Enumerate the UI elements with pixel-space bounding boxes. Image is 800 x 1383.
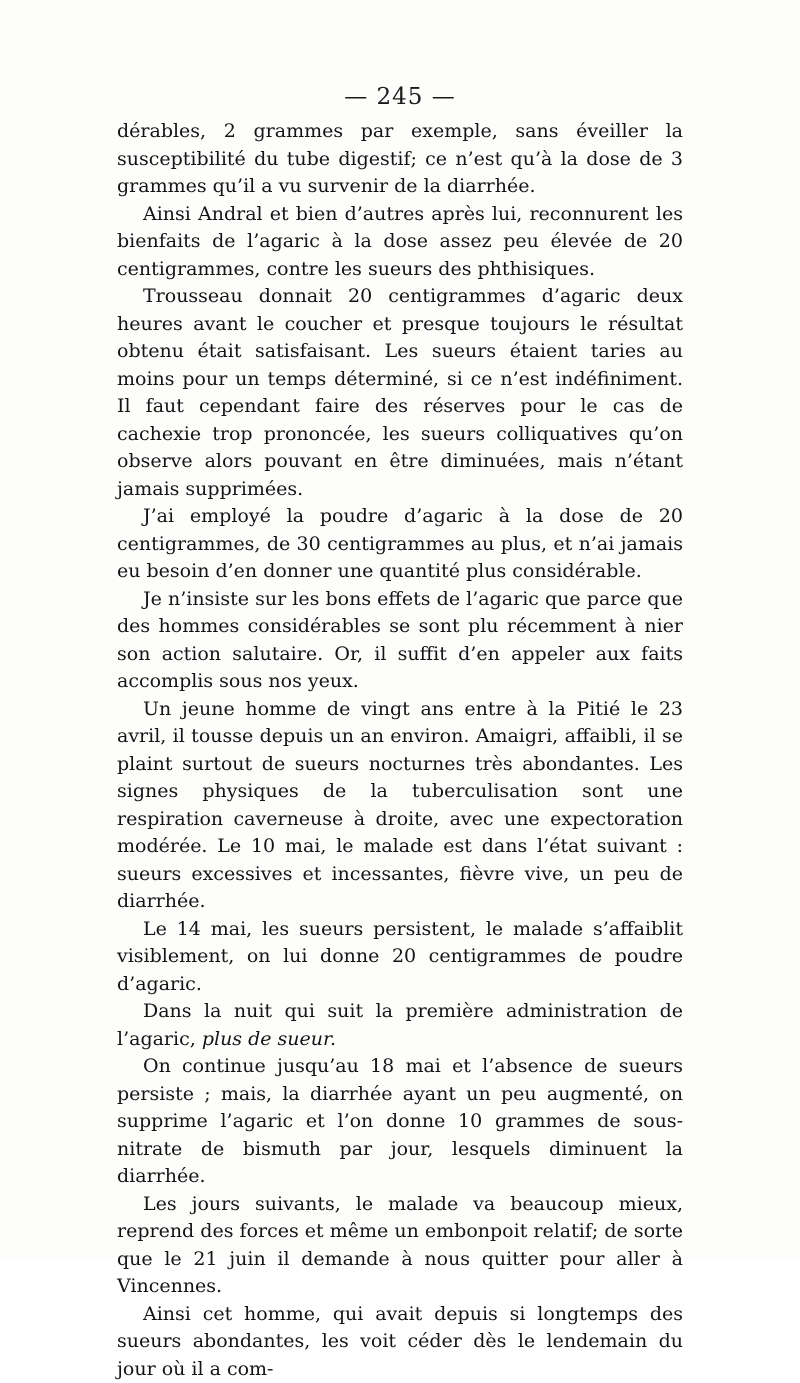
paragraph-may-18: On continue jusqu’au 18 mai et l’absence de sueurs persiste ; mais, la diarrhée ayant un peu augmenté, on supprime l’agaric et l’on donne 10 grammes de sous-nitrate de bismuth par jour, lesquels diminuent la diarrhée. bbox=[117, 1053, 683, 1191]
paragraph-andral: Ainsi Andral et bien d’autres après lui, reconnurent les bienfaits de l’agaric à la dose assez peu élevée de 20 centigrammes, contre les sueurs des phthisiques. bbox=[117, 201, 683, 284]
paragraph-following-days: Les jours suivants, le malade va beaucoup mieux, reprend des forces et même un embonpoit relatif; de sorte que le 21 juin il demande à nous quitter pour aller à Vincennes. bbox=[117, 1191, 683, 1301]
paragraph-trousseau: Trousseau donnait 20 centigrammes d’agaric deux heures avant le coucher et presque toujours le résultat obtenu était satisfaisant. Les sueurs étaient taries au moins pour un temps déterminé, si ce n’est indéfiniment. Il faut cependant faire des réserves pour le cas de cachexie trop prononcée, les sueurs colliquatives qu’on observe alors pouvant en être diminuées, mais n’étant jamais supprimées. bbox=[117, 283, 683, 503]
body-text bbox=[117, 118, 683, 1383]
paragraph-continued: dérables, 2 grammes par exemple, sans éveiller la susceptibilité du tube digestif; ce n’est qu’à la dose de 3 grammes qu’il a vu survenir de la diarrhée. bbox=[117, 118, 683, 201]
page-number: — 245 — bbox=[0, 84, 800, 110]
paragraph-insistence: Je n’insiste sur les bons effets de l’agaric que parce que des hommes considérables se sont plu récemment à nier son action salutaire. Or, il suffit d’en appeler aux faits accomplis sous nos yeux. bbox=[117, 586, 683, 696]
paragraph-case-intro: Un jeune homme de vingt ans entre à la Pitié le 23 avril, il tousse depuis un an environ. Amaigri, affaibli, il se plaint surtout de sueurs nocturnes très abondantes. Les signes physiques de la tuberculisation sont une respiration caverneuse à droite, avec une expectoration modérée. Le 10 mai, le malade est dans l’état suivant : sueurs excessives et incessantes, fièvre vive, un peu de diarrhée. bbox=[117, 696, 683, 916]
first-night-italic: plus de sueur. bbox=[202, 1028, 336, 1050]
paragraph-conclusion: Ainsi cet homme, qui avait depuis si longtemps des sueurs abondantes, les voit céder dès le lendemain du jour où il a com- bbox=[117, 1301, 683, 1383]
paragraph-may-14: Le 14 mai, les sueurs persistent, le malade s’affaiblit visiblement, on lui donne 20 centigrammes de poudre d’agaric. bbox=[117, 916, 683, 999]
first-night-text: Dans la nuit qui suit la première administration de l’agaric, bbox=[117, 1000, 683, 1050]
paragraph-first-night bbox=[117, 998, 683, 1053]
paragraph-dosage: J’ai employé la poudre d’agaric à la dose de 20 centigrammes, de 30 centigrammes au plus, et n’ai jamais eu besoin d’en donner une quantité plus considérable. bbox=[117, 503, 683, 586]
